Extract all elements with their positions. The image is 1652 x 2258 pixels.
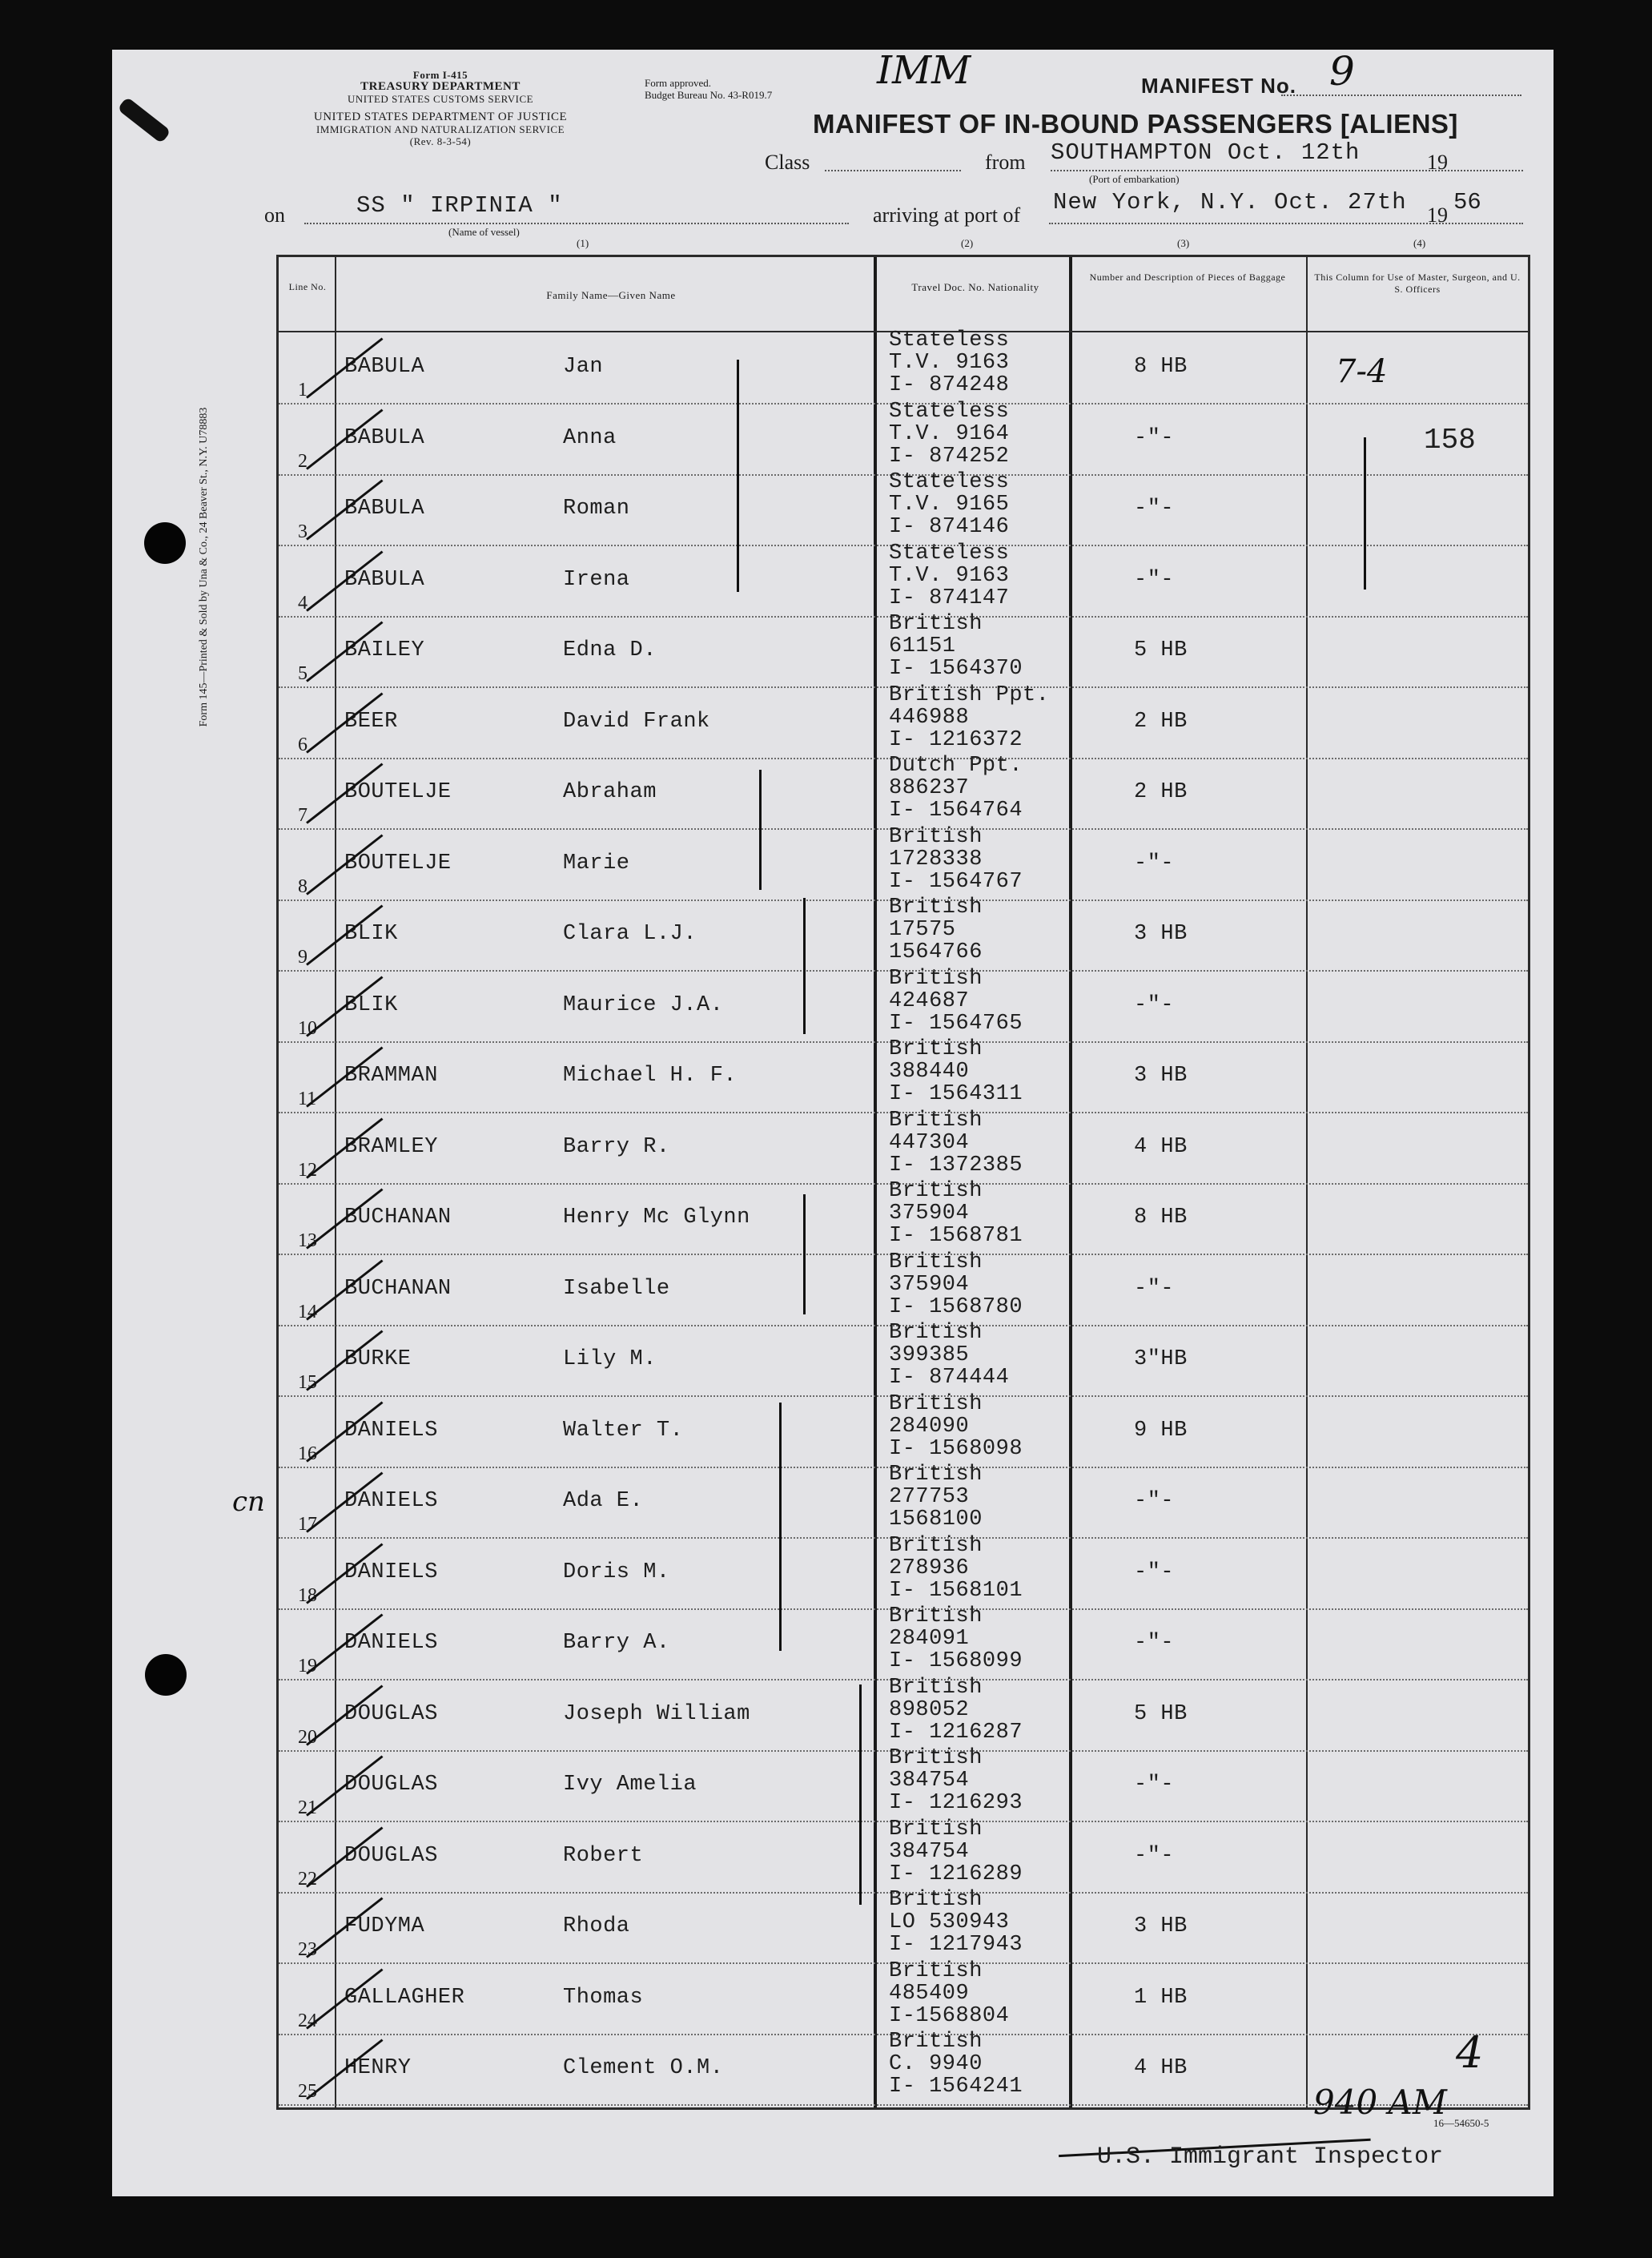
travel-doc-doc1: British [889,612,983,636]
travel-doc-cell [889,684,1049,751]
line-number: 10 [298,1017,317,1039]
ins-service: IMMIGRATION AND NATURALIZATION SERVICE [316,123,565,135]
line-number: 8 [298,875,307,897]
travel-doc-cell [889,471,1009,538]
col-num-1: (1) [577,237,589,249]
table-row [279,399,1528,476]
on-label: on [264,203,285,227]
given-name: Joseph William [563,1701,750,1726]
travel-doc-doc1: British [889,1817,983,1841]
given-name: Clement O.M. [563,2056,724,2080]
margin-mark: cn [232,1486,265,1518]
baggage-desc: -"- [1134,1773,1175,1797]
travel-doc-doc1: British [889,824,983,849]
baggage-desc: 5 HB [1134,638,1188,662]
table-row [279,1675,1528,1752]
from-label: from [985,151,1026,174]
col-num-4: (4) [1413,237,1426,249]
family-name: BABULA [344,497,425,521]
header-officers: This Column for Use of Master, Surgeon, and U. S. Officers [1314,272,1521,295]
travel-doc-doc2: 1728338 [889,847,983,871]
table-row [279,1817,1528,1894]
travel-doc-doc3: I- 1372385 [889,1153,1023,1177]
travel-doc-doc2: 886237 [889,776,970,800]
line-number: 2 [298,450,307,472]
travel-doc-doc2: 17575 [889,918,956,942]
baggage-desc: -"- [1134,425,1175,450]
line-number: 9 [298,947,307,968]
baggage-desc: 1 HB [1134,1985,1188,2010]
bracket-babula [737,360,739,592]
table-row [279,824,1528,901]
travel-doc-cell [889,1038,1023,1105]
arrival-dots [1049,223,1523,224]
col-num-3: (3) [1177,237,1190,249]
travel-doc-cell [889,400,1009,468]
travel-doc-doc2: 446988 [889,705,970,730]
travel-doc-doc1: Stateless [889,541,1010,566]
travel-doc-doc2: 284091 [889,1627,970,1651]
given-name: Robert [563,1843,644,1868]
from-dots [1051,170,1523,171]
family-name: DOUGLAS [344,1843,438,1868]
travel-doc-doc1: Dutch Ppt. [889,754,1023,778]
travel-doc-doc3: I- 1564311 [889,1082,1023,1106]
table-row [279,470,1528,546]
family-name: BOUTELJE [344,780,452,804]
table-row [279,682,1528,759]
travel-doc-doc1: British [889,966,983,991]
table-row [279,1888,1528,1964]
travel-doc-doc3: I- 1568099 [889,1649,1023,1673]
line-number: 7 [298,805,307,826]
class-dots [825,170,961,171]
travel-doc-doc1: British [889,1250,983,1274]
family-name: BUCHANAN [344,1276,452,1301]
travel-doc-cell [889,1109,1023,1177]
travel-doc-doc2: 61151 [889,634,956,658]
baggage-desc: 2 HB [1134,709,1188,734]
family-name: BURKE [344,1347,412,1371]
travel-doc-doc3: I- 1217943 [889,1933,1023,1957]
travel-doc-doc2: LO 530943 [889,1910,1010,1934]
given-name: Clara L.J. [563,922,697,946]
treasury-dept: TREASURY DEPARTMENT [360,80,521,93]
travel-doc-cell [889,1180,1023,1247]
travel-doc-doc3: I- 1564241 [889,2075,1023,2099]
table-row [279,1958,1528,2035]
baggage-desc: -"- [1134,992,1175,1017]
travel-doc-doc1: British [889,1746,983,1770]
table-row [279,541,1528,618]
bracket-buchanan [803,1194,806,1314]
baggage-desc: 3 HB [1134,1914,1188,1938]
line-number: 22 [298,1868,317,1890]
travel-doc-doc3: I- 1216287 [889,1720,1023,1745]
travel-doc-cell [889,1889,1023,1956]
travel-doc-doc3: I- 1568781 [889,1224,1023,1248]
class-label: Class [765,151,810,174]
given-name: Barry A. [563,1631,670,1655]
manifest-number: 9 [1329,48,1355,95]
line-number: 15 [298,1372,317,1393]
travel-doc-doc1: British [889,896,983,920]
travel-doc-doc2: 384754 [889,1769,970,1793]
family-name: BEER [344,709,398,734]
port-embarkation: SOUTHAMPTON Oct. 12th [1051,139,1361,166]
line-number: 6 [298,734,307,755]
justice-dept: UNITED STATES DEPARTMENT OF JUSTICE [313,111,568,123]
family-name: DANIELS [344,1489,438,1513]
travel-doc-doc3: I- 874147 [889,586,1010,610]
travel-doc-doc3: I- 1216293 [889,1791,1023,1815]
manifest-no-dots [1281,95,1521,96]
approval-note [645,77,772,101]
given-name: Doris M. [563,1560,670,1584]
header-name: Family Name—Given Name [546,289,676,301]
travel-doc-cell [889,755,1023,822]
table-row [279,1604,1528,1680]
travel-doc-doc1: Stateless [889,399,1010,424]
baggage-desc: -"- [1134,1489,1175,1513]
travel-doc-cell [889,1676,1023,1744]
given-name: Jan [563,355,604,379]
travel-doc-doc1: British [889,1888,983,1912]
given-name: Edna D. [563,638,657,662]
family-name: DANIELS [344,1418,438,1443]
given-name: Barry R. [563,1134,670,1159]
travel-doc-doc3: I- 874444 [889,1366,1010,1390]
travel-doc-doc1: British [889,1108,983,1133]
baggage-desc: 4 HB [1134,2056,1188,2080]
header-line-no: Line No. [288,281,327,292]
budget-bureau: Budget Bureau No. 43-R019.7 [645,89,773,101]
line-number: 5 [298,663,307,684]
travel-doc-doc3: I- 1564370 [889,657,1023,681]
family-name: BOUTELJE [344,851,452,875]
travel-doc-cell [889,1393,1023,1460]
travel-doc-doc2: 399385 [889,1343,970,1367]
travel-doc-cell [889,542,1009,610]
given-name: Isabelle [563,1276,670,1301]
form-number: Form I-415 [412,69,468,81]
family-name: BLIK [344,992,398,1017]
travel-doc-doc3: I- 874248 [889,373,1010,397]
family-name: BLIK [344,922,398,946]
travel-doc-doc2: C. 9940 [889,2052,983,2076]
arrival-year: 56 [1453,189,1481,215]
baggage-desc: -"- [1134,1560,1175,1584]
travel-doc-cell [889,1463,983,1531]
bracket-daniels [779,1403,782,1651]
header-travel-doc: Travel Doc. No. Nationality [911,281,1039,293]
family-name: BUCHANAN [344,1205,452,1230]
table-row [279,754,1528,830]
line-number: 17 [298,1514,317,1535]
travel-doc-doc3: I- 874146 [889,515,1010,539]
travel-doc-doc2: 388440 [889,1060,970,1084]
bracket-blik [803,898,806,1034]
travel-doc-doc1: British [889,1321,983,1345]
given-name: Irena [563,567,630,592]
travel-doc-doc1: British [889,1675,983,1700]
travel-doc-doc1: British [889,2030,983,2054]
vessel-caption: (Name of vessel) [448,226,520,238]
corner-mark: 4 [1456,2027,1484,2078]
revision: (Rev. 8-3-54) [409,135,472,147]
arrival-port: New York, N.Y. Oct. 27th [1053,189,1407,215]
line-number: 3 [298,521,307,542]
year-prefix-2: 19 [1427,203,1448,227]
bracket-boutelje [759,770,762,890]
travel-doc-cell [889,2031,1023,2098]
travel-doc-doc3: 1568100 [889,1507,983,1531]
family-name: DANIELS [344,1560,438,1584]
table-row [279,1533,1528,1610]
travel-doc-doc3: I- 1568780 [889,1294,1023,1319]
punch-hole-top [144,522,186,564]
bracket-douglas [859,1684,862,1905]
travel-doc-doc3: I- 1564765 [889,1011,1023,1036]
family-name: BAILEY [344,638,425,662]
baggage-desc: 3 HB [1134,922,1188,946]
family-name: FUDYMA [344,1914,425,1938]
table-row [279,896,1528,972]
line-number: 19 [298,1656,317,1676]
table-row [279,612,1528,688]
baggage-desc: 8 HB [1134,355,1188,379]
line-number: 13 [298,1230,317,1251]
printer-side-text: Form 145—Printed & Sold by Una & Co., 24 Beaver St., N.Y. U78883 [198,407,210,727]
vessel-dots [304,223,849,224]
travel-doc-cell [889,1818,1023,1886]
baggage-desc: 2 HB [1134,780,1188,804]
family-name: BABULA [344,355,425,379]
travel-doc-cell [889,1747,1023,1814]
line-number: 20 [298,1726,317,1748]
given-name: Abraham [563,780,657,804]
travel-doc-doc2: T.V. 9163 [889,351,1010,375]
officer-note-2: 158 [1424,424,1476,457]
inspector-label: U.S. Immigrant Inspector [1097,2143,1444,2171]
travel-doc-cell [889,613,1023,680]
table-row [279,1463,1528,1539]
travel-doc-cell [889,329,1009,396]
family-name: GALLAGHER [344,1985,465,2010]
passenger-table [276,255,1530,2110]
port-embark-caption: (Port of embarkation) [1089,173,1180,185]
table-row [279,1037,1528,1113]
travel-doc-doc3: I- 1216372 [889,727,1023,752]
arriving-label: arriving at port of [873,203,1021,227]
baggage-desc: 4 HB [1134,1134,1188,1159]
line-number: 21 [298,1797,317,1818]
travel-doc-doc1: British [889,1179,983,1203]
bracket-officer [1364,437,1366,590]
table-body [279,328,1528,2107]
family-name: BABULA [344,425,425,450]
travel-doc-cell [889,1960,1009,2027]
baggage-desc: -"- [1134,1276,1175,1301]
travel-doc-doc1: British [889,1463,983,1487]
travel-doc-doc3: 1564766 [889,940,983,964]
given-name: Ada E. [563,1489,644,1513]
table-row [279,1250,1528,1326]
vessel-name: SS " IRPINIA " [356,192,563,219]
manifest-title: MANIFEST OF IN-BOUND PASSENGERS [ALIENS] [813,109,1458,139]
travel-doc-doc1: Stateless [889,328,1010,352]
table-row [279,1391,1528,1468]
travel-doc-doc3: I- 1568101 [889,1578,1023,1603]
travel-doc-doc3: I-1568804 [889,2003,1010,2028]
given-name: David Frank [563,709,710,734]
line-number: 24 [298,2010,317,2031]
travel-doc-doc1: Stateless [889,470,1010,494]
travel-doc-doc2: 485409 [889,1981,970,2006]
table-row [279,1321,1528,1397]
baggage-desc: -"- [1134,851,1175,875]
imm-handwritten: IMM [877,48,971,93]
line-number: 1 [298,380,307,400]
given-name: Roman [563,497,630,521]
baggage-desc: 9 HB [1134,1418,1188,1443]
travel-doc-doc3: I- 1568098 [889,1436,1023,1461]
family-name: BRAMMAN [344,1064,438,1088]
punch-hole-bottom [145,1654,187,1696]
travel-doc-cell [889,826,1023,893]
travel-doc-doc1: British [889,1391,983,1416]
family-name: DANIELS [344,1631,438,1655]
given-name: Michael H. F. [563,1064,738,1088]
line-number: 23 [298,1939,317,1960]
travel-doc-doc2: 375904 [889,1201,970,1226]
form-id-block [252,69,629,147]
travel-doc-doc2: 384754 [889,1839,970,1864]
travel-doc-doc2: T.V. 9163 [889,563,1010,588]
given-name: Rhoda [563,1914,630,1938]
customs-service: UNITED STATES CUSTOMS SERVICE [347,93,534,105]
form-code: 16—54650-5 [1433,2117,1489,2129]
table-row [279,966,1528,1043]
family-name: BABULA [344,567,425,592]
travel-doc-cell [889,968,1023,1035]
travel-doc-doc2: T.V. 9165 [889,493,1010,517]
family-name: BRAMLEY [344,1134,438,1159]
given-name: Maurice J.A. [563,992,724,1017]
travel-doc-doc3: I- 874252 [889,444,1010,469]
given-name: Thomas [563,1985,644,2010]
family-name: HENRY [344,2056,412,2080]
given-name: Marie [563,851,630,875]
family-name: DOUGLAS [344,1701,438,1726]
line-number: 12 [298,1159,317,1181]
given-name: Lily M. [563,1347,657,1371]
officer-note-1: 7-4 [1336,353,1388,390]
travel-doc-doc3: I- 1564764 [889,799,1023,823]
time-mark: 940 AM [1313,2083,1447,2122]
line-number: 4 [298,592,307,614]
travel-doc-cell [889,896,983,964]
travel-doc-doc3: I- 1216289 [889,1862,1023,1886]
line-number: 18 [298,1584,317,1606]
given-name: Henry Mc Glynn [563,1205,750,1230]
baggage-desc: 3"HB [1134,1347,1188,1371]
baggage-desc: -"- [1134,1631,1175,1655]
line-number: 14 [298,1301,317,1322]
line-number: 16 [298,1443,317,1464]
travel-doc-doc2: 424687 [889,988,970,1013]
manifest-no-label: MANIFEST No. [1141,74,1296,98]
table-row [279,1108,1528,1185]
travel-doc-doc3: I- 1564767 [889,869,1023,894]
given-name: Ivy Amelia [563,1773,697,1797]
line-number: 11 [298,1089,317,1109]
baggage-desc: -"- [1134,1843,1175,1868]
travel-doc-doc2: 284090 [889,1414,970,1439]
travel-doc-doc1: British Ppt. [889,682,1050,707]
travel-doc-doc2: 277753 [889,1485,970,1509]
given-name: Walter T. [563,1418,684,1443]
travel-doc-cell [889,1322,1009,1389]
header-baggage: Number and Description of Pieces of Baggage [1089,272,1286,283]
line-number: 25 [298,2081,317,2102]
form-approved: Form approved. [645,77,712,89]
baggage-desc: -"- [1134,567,1175,592]
travel-doc-cell [889,1605,1023,1672]
travel-doc-doc2: 278936 [889,1556,970,1580]
travel-doc-doc2: 375904 [889,1272,970,1297]
table-row [279,1746,1528,1822]
baggage-desc: 5 HB [1134,1701,1188,1726]
travel-doc-cell [889,1535,1023,1602]
travel-doc-doc1: British [889,1533,983,1558]
travel-doc-doc1: British [889,1604,983,1628]
travel-doc-doc2: T.V. 9164 [889,421,1010,446]
travel-doc-doc1: British [889,1037,983,1061]
baggage-desc: 3 HB [1134,1064,1188,1088]
baggage-desc: -"- [1134,497,1175,521]
family-name: DOUGLAS [344,1773,438,1797]
travel-doc-doc1: British [889,1958,983,1983]
baggage-desc: 8 HB [1134,1205,1188,1230]
given-name: Anna [563,425,617,450]
col-num-2: (2) [961,237,974,249]
table-row [279,1179,1528,1255]
travel-doc-doc2: 898052 [889,1697,970,1722]
year-prefix-1: 19 [1427,151,1448,174]
travel-doc-cell [889,1251,1023,1318]
travel-doc-doc2: 447304 [889,1130,970,1155]
